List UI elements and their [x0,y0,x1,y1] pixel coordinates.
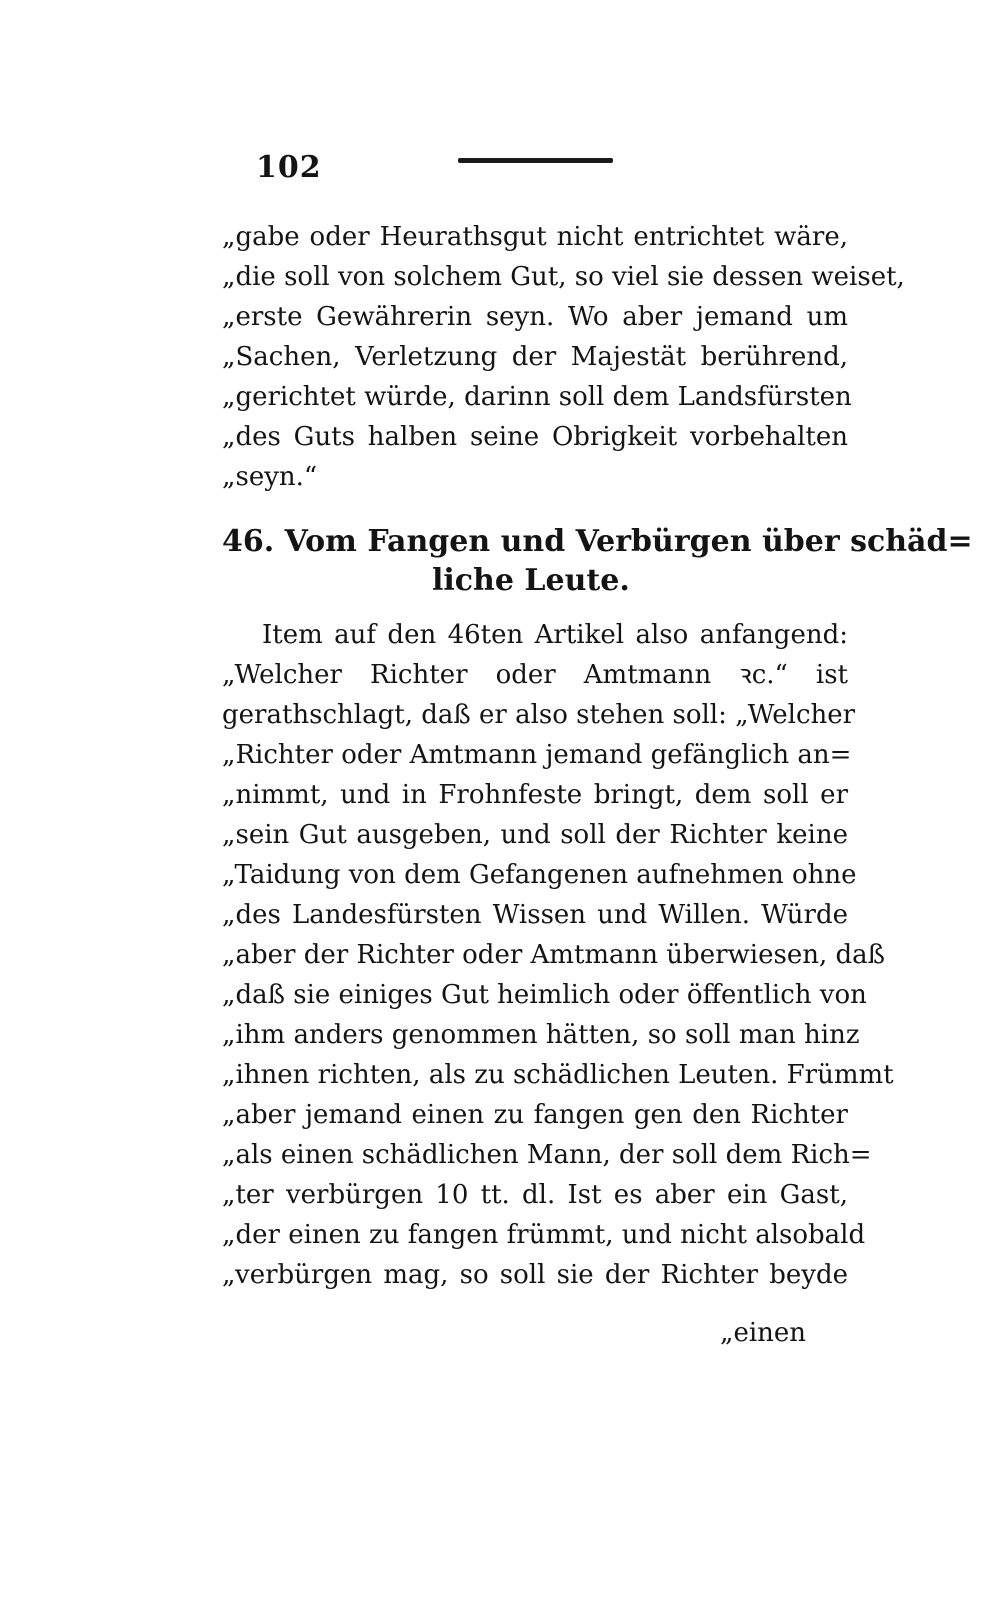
text-line: „aber jemand einen zu fangen gen den Richter [222,1100,848,1130]
text-line: „die soll von solchem Gut, so viel sie dessen weiset, [222,262,905,292]
text-line: „Richter oder Amtmann jemand gefänglich an= [222,740,852,770]
text-line: „verbürgen mag, so soll sie der Richter beyde [222,1260,848,1290]
section-heading-continued: liche Leute. [432,563,630,598]
text-line: gerathschlagt, daß er also stehen soll: „Welcher [222,700,856,730]
catchword: „einen [720,1318,807,1348]
text-line: Item auf den 46ten Artikel also anfangend: [262,620,848,650]
text-line: „der einen zu fangen frümmt, und nicht alsobald [222,1220,866,1250]
text-line: „ihm anders genommen hätten, so soll man hinz [222,1020,860,1050]
text-line: „seyn.“ [222,462,318,492]
page-number: 102 [256,150,322,185]
text-line: „nimmt, und in Frohnfeste bringt, dem soll er [222,780,848,810]
text-line: „Welcher Richter oder Amtmann ꝛc.“ ist [222,660,848,690]
text-line: „aber der Richter oder Amtmann überwiesen, daß [222,940,885,970]
text-line: „des Landesfürsten Wissen und Willen. Würde [222,900,848,930]
text-line: „erste Gewährerin seyn. Wo aber jemand um [222,302,848,332]
header-rule [458,158,613,163]
section-heading: 46. Vom Fangen und Verbürgen über schäd= [222,524,973,559]
text-line: „Sachen, Verletzung der Majestät berührend, [222,342,848,372]
text-line: „ter verbürgen 10 tt. dl. Ist es aber ein Gast, [222,1180,848,1210]
text-line: „als einen schädlichen Mann, der soll dem Rich= [222,1140,872,1170]
text-line: „daß sie einiges Gut heimlich oder öffentlich von [222,980,867,1010]
text-line: „des Guts halben seine Obrigkeit vorbehalten [222,422,848,452]
text-line: „sein Gut ausgeben, und soll der Richter keine [222,820,848,850]
text-line: „Taidung von dem Gefangenen aufnehmen ohne [222,860,857,890]
text-line: „ihnen richten, als zu schädlichen Leuten. Frümmt [222,1060,894,1090]
text-line: „gerichtet würde, darinn soll dem Landsfürsten [222,382,852,412]
text-line: „gabe oder Heurathsgut nicht entrichtet wäre, [222,222,848,252]
